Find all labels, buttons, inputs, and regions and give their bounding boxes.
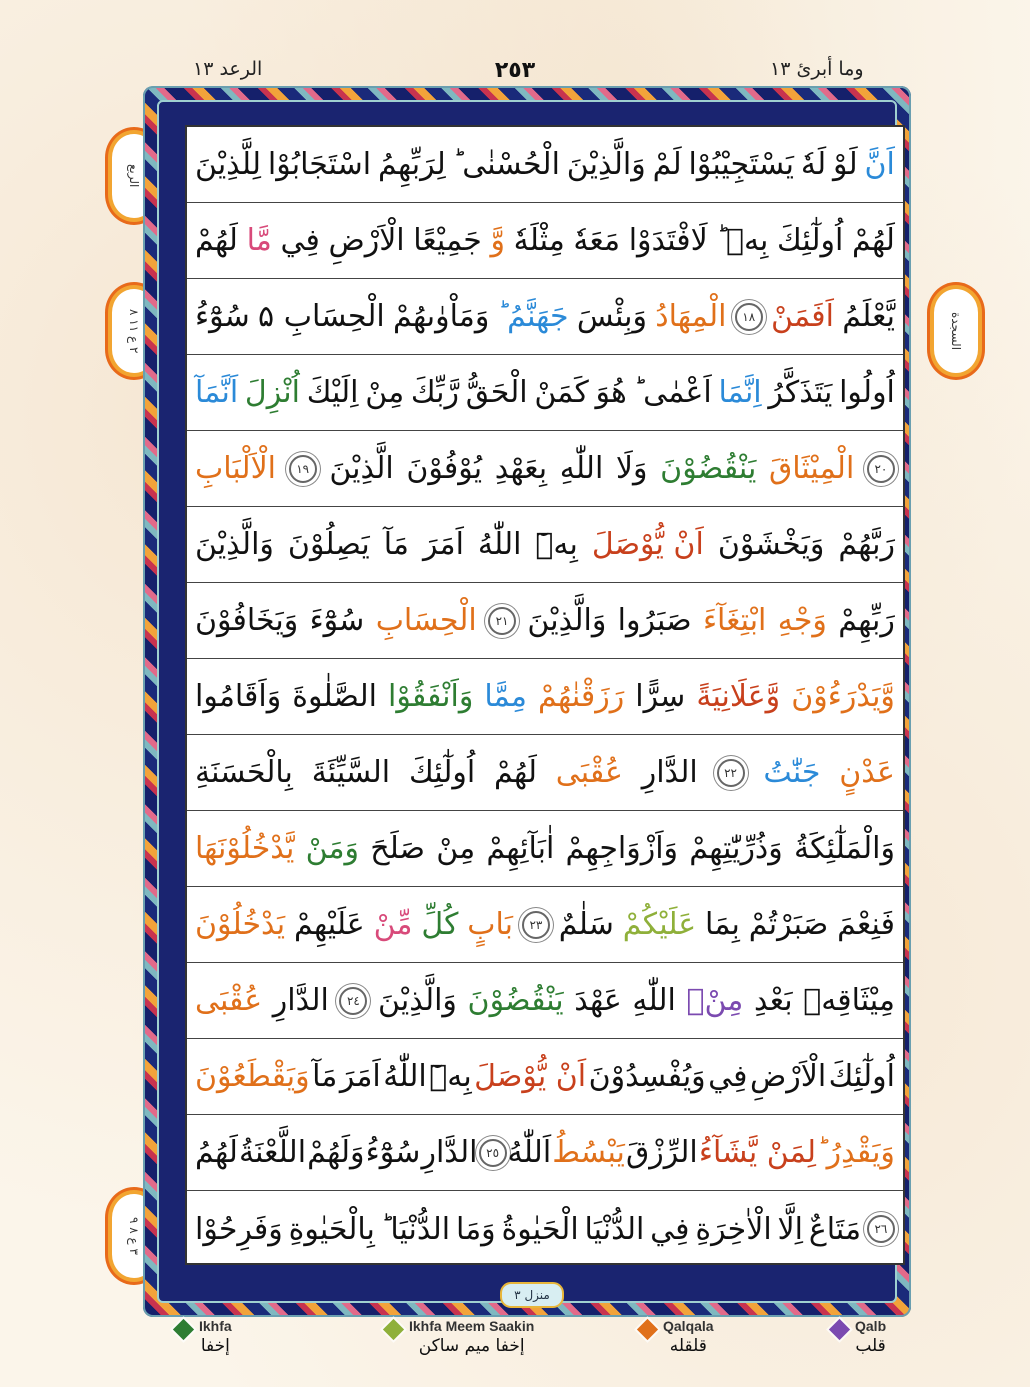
quran-word: رَبَّهُمْ <box>838 527 895 562</box>
quran-word: يَّدْخُلُوْنَهَا <box>195 831 295 866</box>
quran-word: بَابٍ <box>467 907 514 942</box>
ayah-number-marker: ١٨ <box>735 303 763 331</box>
quran-word: فِي <box>280 223 320 258</box>
quran-word: مَتَاعٌ <box>808 1211 862 1247</box>
quran-word: وَلَهُمْ <box>307 1135 365 1170</box>
quran-word: الدُّنْيَا <box>584 1211 645 1247</box>
ayah-number-marker: ٢١ <box>488 607 516 635</box>
quran-word: يَدْخُلُوْنَ <box>195 907 286 942</box>
quran-word: عَهْدَ <box>574 983 622 1018</box>
sajda-medallion: السجدة <box>930 285 982 377</box>
text-line <box>187 127 903 203</box>
quran-word: اَنْ يُّوْصَلَ <box>474 1059 587 1094</box>
quran-word: اَنَّمَآ <box>195 375 239 410</box>
quran-word: صَبَرُوا <box>617 603 692 638</box>
quran-word: لَمْ <box>652 147 682 182</box>
text-line <box>187 507 903 583</box>
tajweed-legend <box>0 1318 1030 1378</box>
quran-word: لِمَنْ يَّشَآءُ <box>698 1135 817 1170</box>
quran-word: وَيَخَافُوْنَ <box>195 603 299 638</box>
quran-word: يُوْفُوْنَ <box>406 451 483 486</box>
quran-word: جَنّٰتُ <box>763 755 821 790</box>
quran-word: اللّٰهُ <box>477 527 522 562</box>
quran-word: مِّنْ <box>373 907 413 942</box>
quran-word: لَهُمُ <box>195 1135 238 1170</box>
text-line <box>187 659 903 735</box>
quran-word: يَنْقُضُوْنَ <box>467 983 564 1018</box>
quran-word: وَيَقْطَعُوْنَ <box>195 1059 310 1094</box>
quran-word: عُقْبَى <box>555 755 623 790</box>
quran-word: وَيَقْدِرُ ؕ <box>817 1135 895 1170</box>
quran-word: اللّٰهِ <box>632 983 676 1018</box>
quran-word: بِهٖ ؕ <box>716 223 769 258</box>
quran-word: وَجْهِ <box>777 603 827 638</box>
quran-word: وَلَا <box>615 451 648 486</box>
quran-word: كَمَنْ <box>534 375 589 410</box>
quran-word: يَّعْلَمُ <box>842 299 895 334</box>
quran-word: سُوْٓءُ <box>365 1135 421 1170</box>
quran-word: لَهُمْ <box>494 755 537 790</box>
quran-word: مِمَّا <box>484 679 527 714</box>
quran-word: يَبْسُطُ <box>552 1135 625 1170</box>
quran-word: الدَّارِ <box>272 983 329 1018</box>
quran-word: السَّيِّئَةَ <box>311 755 391 790</box>
quran-word: مَآ <box>383 527 409 562</box>
ruku-medallion-left: ٢ ع ١١ ٨ <box>108 285 160 377</box>
quran-word: يَنْقُضُوْنَ <box>660 451 757 486</box>
quran-word: اٰبَآئِهِمْ <box>486 831 555 866</box>
text-line <box>187 1191 903 1267</box>
quran-word: وَيُفْسِدُوْنَ <box>588 1059 706 1094</box>
rub-medallion: الربع <box>108 130 160 222</box>
quran-word: الْمِهَادُ <box>655 299 727 334</box>
qalqala-diamond-icon <box>637 1319 658 1340</box>
quran-word: وَاَنْفَقُوْا <box>387 679 474 714</box>
quran-word: اَعْمٰى ؕ <box>633 375 712 410</box>
quran-word: سُوْٓءَ <box>309 603 365 638</box>
quran-word: وَّيَدْرَءُوْنَ <box>791 679 895 714</box>
text-line <box>187 811 903 887</box>
quran-word: اِنَّمَا <box>718 375 762 410</box>
quran-word: الْحِسَابِ <box>375 603 477 638</box>
quran-word: الْاَلْبَابِ <box>195 451 277 486</box>
quran-word: لِلَّذِيْنَ <box>195 147 262 182</box>
ayah-number-marker: ٢٣ <box>522 911 550 939</box>
quran-word: لَهٗ <box>800 147 827 182</box>
quran-word: اللّٰهُ <box>383 1059 427 1094</box>
quran-word: عَلَيْكُمْ <box>622 907 697 942</box>
quran-word: وَمَنْ <box>305 831 360 866</box>
quran-word: لَهُمْ <box>195 223 238 258</box>
quran-word: وَّعَلَانِيَةً <box>696 679 781 714</box>
quran-word: الصَّلٰوةَ <box>292 679 377 714</box>
surah-name-header: الرعد ١٣ <box>193 58 263 80</box>
quran-word: بِالْحَسَنَةِ <box>195 755 293 790</box>
text-line <box>187 1115 903 1191</box>
quran-word: رَبِّهِمْ <box>838 603 895 638</box>
quran-word: وَمَا <box>455 1211 496 1247</box>
quran-word: فِي <box>650 1211 690 1247</box>
legend-label-ar: إخفا ميم ساكن <box>418 1336 525 1356</box>
ayah-number-marker: ٢٠ <box>867 455 895 483</box>
quran-word: بِمَا <box>705 907 740 942</box>
quran-word: اُنْزِلَ <box>244 375 300 410</box>
quran-word: الْحَقُّ <box>465 375 528 410</box>
quran-word: الْحِسَابِ ۵ <box>258 299 385 334</box>
quran-word: رَّبِّكَ <box>410 375 459 410</box>
text-line <box>187 1039 903 1115</box>
quran-word: جَهَنَّمُ ؕ <box>497 299 569 334</box>
quran-word: بِهٖٓ <box>535 527 578 562</box>
quran-word: وَالَّذِيْنَ <box>566 147 646 182</box>
quran-word: اُولٰٓئِكَ <box>777 223 844 258</box>
legend-label-en: Qalb <box>855 1318 887 1334</box>
quran-word: الْاٰخِرَةِ <box>695 1211 772 1247</box>
quran-word: فِي <box>708 1059 748 1094</box>
quran-word: اُولٰٓئِكَ <box>828 1059 895 1094</box>
ayah-number-marker: ٢٢ <box>717 759 745 787</box>
quran-word: اَللّٰهُ <box>507 1135 552 1170</box>
quran-word: فَنِعْمَ <box>837 907 895 942</box>
page-number: ٢٥٣ <box>494 58 536 83</box>
quran-word: وَاَزْوَاجِهِمْ <box>565 831 679 866</box>
text-line <box>187 355 903 431</box>
quran-word: رَزَقْنٰهُمْ <box>538 679 625 714</box>
quran-word: اَنْ يُّوْصَلَ <box>591 527 704 562</box>
quran-word: الرِّزْقَ <box>625 1135 698 1170</box>
quran-word: وَالْمَلٰٓئِكَةُ <box>794 831 895 866</box>
ruku-medallion-bottom: ٣ ع ٨ ٩ <box>108 1190 160 1282</box>
quran-word: الدَّارِ <box>641 755 698 790</box>
quran-word: اسْتَجَابُوْا <box>267 147 372 182</box>
quran-word: وَمَاْوٰىهُمْ <box>393 299 490 334</box>
quran-word: وَذُرِّيّٰتِهِمْ <box>689 831 783 866</box>
quran-word: صَبَرْتُمْ <box>748 907 829 942</box>
quran-word: كُلِّ <box>421 907 459 942</box>
quran-word: يَصِلُوْنَ <box>287 527 370 562</box>
quran-word: عَدْنٍ <box>839 755 895 790</box>
quran-word: عَلَيْهِمْ <box>294 907 365 942</box>
legend-label-en: Ikhfa Meem Saakin <box>409 1318 535 1334</box>
quran-word: اِلَيْكَ <box>306 375 359 410</box>
text-line <box>187 583 903 659</box>
legend-label-ar: إخفا <box>200 1336 230 1356</box>
quran-word: وَالَّذِيْنَ <box>195 527 274 562</box>
quran-word: وَاَقَامُوا <box>195 679 282 714</box>
quran-word: وَفَرِحُوْا <box>195 1211 283 1247</box>
legend-item-qalqala <box>636 1318 714 1356</box>
ayah-number-marker: ٢٦ <box>867 1215 895 1243</box>
quran-word: الْمِيْثَاقَ <box>768 451 855 486</box>
quran-word: سَلٰمٌ <box>558 907 614 942</box>
quran-word: مَآ <box>312 1059 338 1094</box>
quran-word: مَّا <box>246 223 272 258</box>
quran-word: اِلَّا <box>777 1211 803 1247</box>
quran-word: ابْتِغَآءَ <box>702 603 767 638</box>
legend-item-ikhfa-meem-saakin <box>382 1318 534 1356</box>
quran-word: اللّٰهِ <box>559 451 604 486</box>
quran-word: اَمَرَ <box>339 1059 381 1094</box>
text-line <box>187 431 903 507</box>
text-line <box>187 887 903 963</box>
quran-word: وَيَخْشَوْنَ <box>717 527 825 562</box>
quran-word: بِالْحَيٰوةِ <box>288 1211 375 1247</box>
quran-word: سِرًّا <box>635 679 686 714</box>
legend-label-ar: قلقله <box>669 1336 707 1356</box>
legend-label-en: Ikhfa <box>199 1318 232 1334</box>
ayah-number-marker: ٢٤ <box>339 987 367 1015</box>
quran-word: عُقْبَى <box>195 983 263 1018</box>
legend-item-ikhfa <box>172 1318 232 1356</box>
quran-word: لَهُمْ <box>851 223 895 258</box>
quran-word: هُوَ <box>595 375 627 410</box>
quran-word: الَّذِيْنَ <box>329 451 394 486</box>
quran-word: اُولُوا <box>839 375 895 410</box>
quran-word: مِيْثَاقِهٖ <box>803 983 895 1018</box>
text-line <box>187 963 903 1039</box>
quran-word: اَفَمَنْ <box>771 299 834 334</box>
quran-text-panel <box>185 125 905 1265</box>
quran-word: الْحُسْنٰى ؕ <box>452 147 560 182</box>
text-line <box>187 279 903 355</box>
quran-word: الْاَرْضِ <box>328 223 405 258</box>
quran-word: وَالَّذِيْنَ <box>378 983 457 1018</box>
quran-word: مِنْ <box>365 375 405 410</box>
quran-word: بِعَهْدِ <box>494 451 548 486</box>
ayah-number-marker: ١٩ <box>289 455 317 483</box>
quran-word: لِرَبِّهِمُ <box>377 147 446 182</box>
quran-word: الْحَيٰوةُ <box>501 1211 579 1247</box>
legend-item-qalb <box>828 1318 886 1356</box>
quran-word: الدُّنْيَا ؕ <box>380 1211 451 1247</box>
quran-word: وَّ <box>490 223 505 258</box>
quran-word: مِنْ <box>436 831 476 866</box>
juz-name-header: وما أبرئ ١٣ <box>770 58 864 80</box>
quran-word: مِثْلَهٗ <box>513 223 565 258</box>
ikhfa-meem-saakin-diamond-icon <box>383 1319 404 1340</box>
quran-word: وَبِئْسَ <box>576 299 647 334</box>
quran-word: مِنْۢ <box>686 983 744 1018</box>
quran-word: لَافْتَدَوْا <box>628 223 708 258</box>
quran-word: بَعْدِ <box>754 983 793 1018</box>
quran-word: يَتَذَكَّرُ <box>768 375 833 410</box>
quran-word: اُولٰٓئِكَ <box>408 755 476 790</box>
ikhfa-diamond-icon <box>173 1319 194 1340</box>
quran-word: لَوْ <box>833 147 858 182</box>
text-line <box>187 203 903 279</box>
text-line <box>187 735 903 811</box>
quran-word: صَلَحَ <box>370 831 426 866</box>
quran-word: اَمَرَ <box>422 527 464 562</box>
quran-word: الْاَرْضِ <box>749 1059 827 1094</box>
manzil-marker: منزل ٣ <box>500 1282 564 1308</box>
quran-word: الدَّارِ <box>421 1135 478 1170</box>
legend-label-en: Qalqala <box>663 1318 714 1334</box>
qalb-diamond-icon <box>829 1319 850 1340</box>
ayah-number-marker: ٢٥ <box>479 1139 507 1167</box>
quran-word: اَنَّ <box>864 147 895 182</box>
quran-word: يَسْتَجِيْبُوْا <box>688 147 795 182</box>
quran-word: وَالَّذِيْنَ <box>527 603 607 638</box>
quran-word: اللَّعْنَةُ <box>239 1135 307 1170</box>
quran-word: بِهٖٓ <box>429 1059 472 1094</box>
quran-word: جَمِيْعًا <box>413 223 482 258</box>
quran-word: سُوْٓءُ <box>195 299 250 334</box>
quran-word: مَعَهٗ <box>573 223 621 258</box>
legend-label-ar: قلب <box>855 1336 886 1356</box>
